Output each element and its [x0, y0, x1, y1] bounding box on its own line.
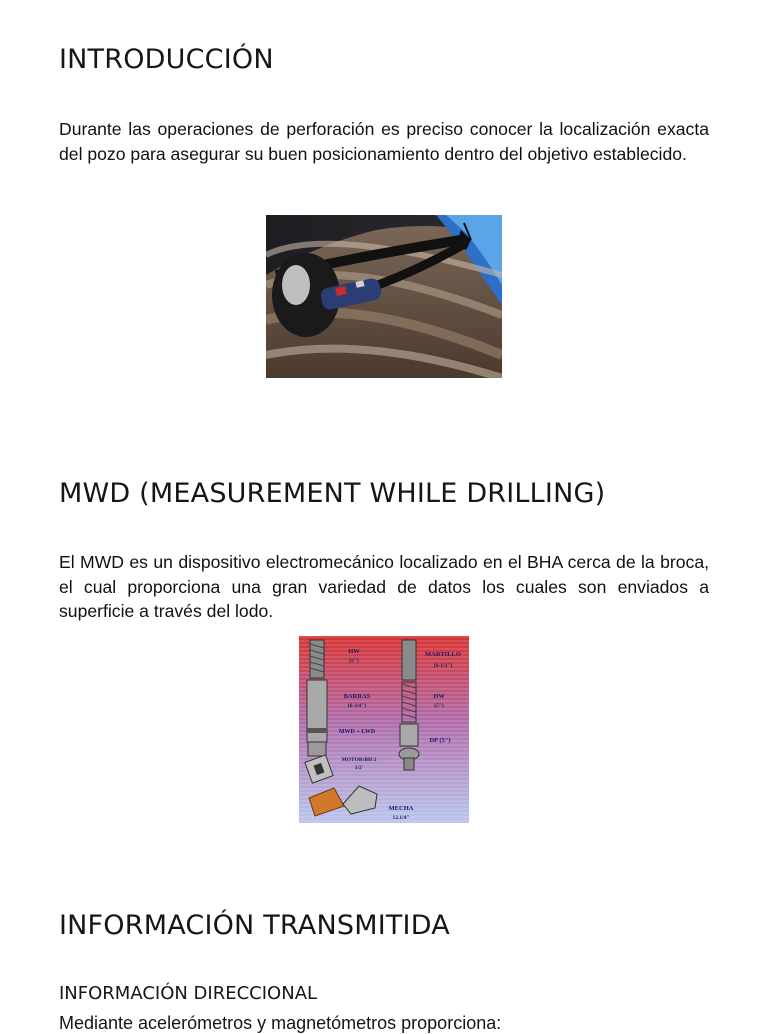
label-hw2: HW — [433, 693, 445, 700]
label-mwd-lwd: MWD + LWD — [338, 729, 376, 735]
label-hw1-size: (5") — [349, 658, 359, 664]
label-hw2-size: (5") — [434, 703, 444, 709]
label-martillo-size: (6-1/2") — [433, 663, 453, 669]
directional-well-illustration — [266, 215, 502, 378]
intro-paragraph: Durante las operaciones de perforación es preciso conocer la localización exacta del pozo para asegurar su buen posicionamiento dentro del objetivo establecido. — [59, 119, 709, 164]
label-motor: MOTOR/BH 2 — [341, 757, 377, 763]
label-martillo: MARTILLO — [425, 651, 461, 658]
subtitle-informacion-direccional: INFORMACIÓN DIRECCIONAL — [59, 983, 318, 1004]
label-dp: DP (5") — [429, 737, 451, 744]
section-title-informacion-transmitida: INFORMACIÓN TRANSMITIDA — [59, 910, 450, 941]
section-title-mwd: MWD (MEASUREMENT WHILE DRILLING) — [59, 478, 606, 509]
label-mecha: MECHA — [388, 805, 414, 812]
label-mecha-size: 12.1/4" — [392, 815, 410, 821]
label-motor-size: 3/2' — [354, 765, 364, 771]
label-barras: BARRAS — [343, 693, 371, 700]
mwd-paragraph: El MWD es un dispositivo electromecánico localizado en el BHA cerca de la broca, el cual proporciona una gran variedad de datos los cuales son enviados a superficie a través del lodo. — [59, 552, 709, 621]
label-barras-size: (6-3/4") — [347, 703, 367, 709]
bha-diagram — [299, 636, 469, 823]
label-hw1: HW — [348, 648, 360, 655]
section-title-introduccion: INTRODUCCIÓN — [59, 44, 274, 75]
partial-text-line: Mediante acelerómetros y magnetómetros proporciona: — [59, 1013, 502, 1033]
